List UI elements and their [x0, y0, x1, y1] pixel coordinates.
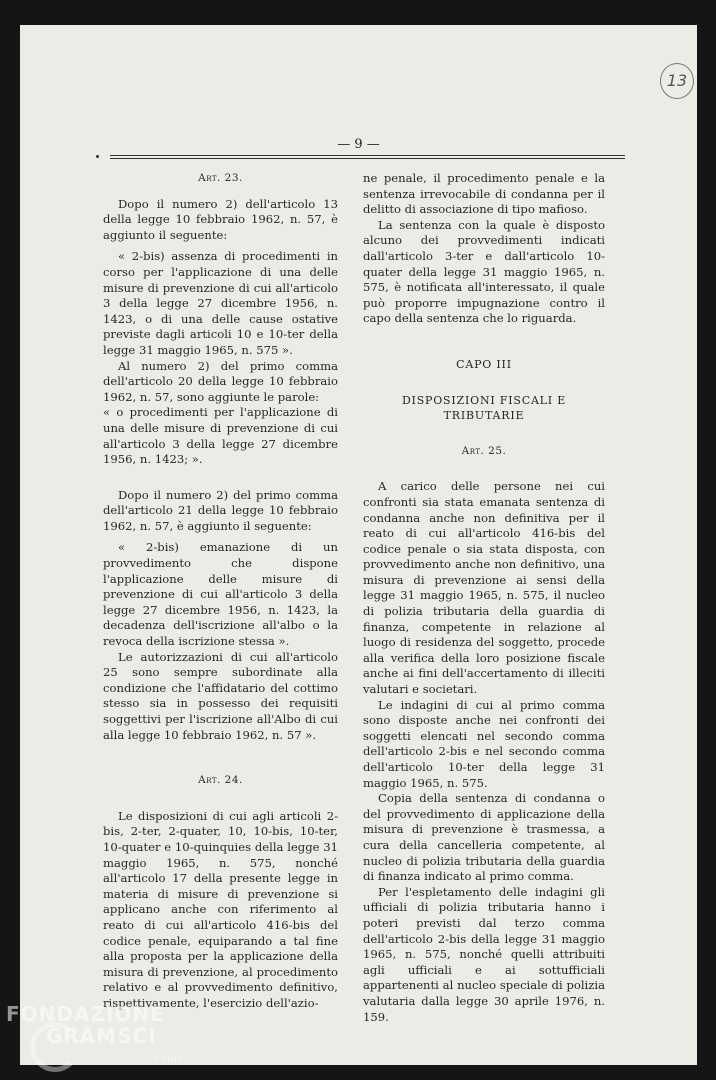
paragraph: Dopo il numero 2) del primo comma dell'articolo 21 della legge 10 febbraio 1962, n. 57, è aggiunto il seguente:	[103, 487, 338, 533]
page-number: — 9 —	[337, 137, 380, 152]
paragraph: Le autorizzazioni di cui all'articolo 25 sono sempre subordinate alla condizione che l'affidatario del cottimo stesso sia in possesso dei requisiti soggettivi per l'iscrizione all'Albo di cui alla legge 10 febbraio 1962, n. 57 ».	[103, 649, 338, 742]
article-24-title: Art. 24.	[198, 774, 243, 787]
chapter-subtitle: DISPOSIZIONI FISCALI E TRIBUTARIE	[401, 393, 567, 423]
article-25-title: Art. 25.	[461, 444, 507, 457]
page-mark	[96, 155, 99, 158]
left-column	[103, 171, 338, 1012]
archive-stamp: 13	[660, 63, 694, 99]
chapter-title: CAPO III	[456, 357, 512, 371]
paragraph: La sentenza con la quale è disposto alcuno dei provvedimenti indicati dall'articolo 3-ter e dall'articolo 10-quater della legge 31 maggio 1965, n. 575, è notificata all'interessato, il quale può proporre impugnazione contro il capo della sentenza che lo riguarda.	[363, 217, 605, 326]
watermark-line1: FONDAZIONE	[6, 1002, 165, 1026]
watermark-logo	[6, 1002, 184, 1064]
watermark-g-icon	[30, 1022, 80, 1072]
paragraph: Dopo il numero 2) dell'articolo 13 della legge 10 febbraio 1962, n. 57, è aggiunto il seguente:	[103, 196, 338, 242]
paragraph: « o procedimenti per l'applicazione di una delle misure di prevenzione di cui all'articolo 3 della legge 27 dicembre 1956, n. 1423; ».	[103, 405, 338, 467]
paragraph: Al numero 2) del primo comma dell'articolo 20 della legge 10 febbraio 1962, n. 57, sono aggiunte le parole:	[103, 358, 338, 404]
paragraph: « 2-bis) emanazione di un provvedimento che dispone l'applicazione delle misure di prevenzione di cui all'articolo 3 della legge 27 dicembre 1956, n. 1423, la decadenza dell'iscrizione all'albo o la revoca della iscrizione stessa ».	[103, 540, 338, 649]
paragraph: A carico delle persone nei cui confronti sia stata emanata sentenza di condanna anche non definitiva per il reato di cui all'articolo 416-bis del codice penale o sia stata disposta, con provvedimento anche non definitivo, una misura di prevenzione ai sensi della legge 31 maggio 1965, n. 575, il nucleo di polizia tributaria della guardia di finanza, competente in relazione al luogo di residenza del soggetto, procede alla verifica della loro posizione fiscale anche ai fini dell'accertamento di illeciti valutari e societari.	[363, 479, 605, 697]
paragraph: « 2-bis) assenza di procedimenti in corso per l'applicazione di una delle misure di prevenzione di cui all'articolo 3 della legge 27 dicembre 1956, n. 1423, o di una delle cause ostative previste dagli articoli 10 e 10-ter della legge 31 maggio 1965, n. 575 ».	[103, 249, 338, 357]
watermark-line3: onlus	[154, 1054, 184, 1064]
paragraph: Copia della sentenza di condanna o del provvedimento di applicazione della misura di prevenzione è trasmessa, a cura della cancelleria competente, al nucleo di polizia tributaria della guardia di finanza indicato al primo comma.	[363, 791, 605, 884]
right-column	[363, 171, 605, 1025]
paragraph: Le indagini di cui al primo comma sono disposte anche nei confronti dei soggetti elencati nel secondo comma dell'articolo 2-bis e nel secondo comma dell'articolo 10-ter della legge 31 maggio 1965, n. 575.	[363, 697, 605, 790]
document-page	[20, 25, 697, 1065]
article-23-title: Art. 23.	[198, 172, 243, 184]
paragraph: Le disposizioni di cui agli articoli 2-bis, 2-ter, 2-quater, 10, 10-bis, 10-ter, 10-quater e 10-quinquies della legge 31 maggio 1965, n. 575, nonché all'articolo 17 della presente legge in materia di misure di prevenzione si applicano anche con riferimento al reato di cui all'articolo 416-bis del codice penale, equiparando a tal fine alla proposta per la applicazione della misura di prevenzione, al procedimento relativo e al provvedimento definitivo, rispettivamente, l'esercizio dell'azio-	[103, 808, 338, 1010]
header-rule	[110, 155, 625, 156]
paragraph: Per l'espletamento delle indagini gli ufficiali di polizia tributaria hanno i poteri previsti dal terzo comma dell'articolo 2-bis della legge 31 maggio 1965, n. 575, nonché quelli attribuiti agli ufficiali e ai sottufficiali appartenenti al nucleo speciale di polizia valutaria dalla legge 30 aprile 1976, n. 159.	[363, 884, 605, 1024]
watermark-line2: GRAMSCI	[46, 1024, 157, 1048]
paragraph: ne penale, il procedimento penale e la sentenza irrevocabile di condanna per il delitto di associazione di tipo mafioso.	[363, 171, 605, 217]
header-rule	[110, 158, 625, 159]
